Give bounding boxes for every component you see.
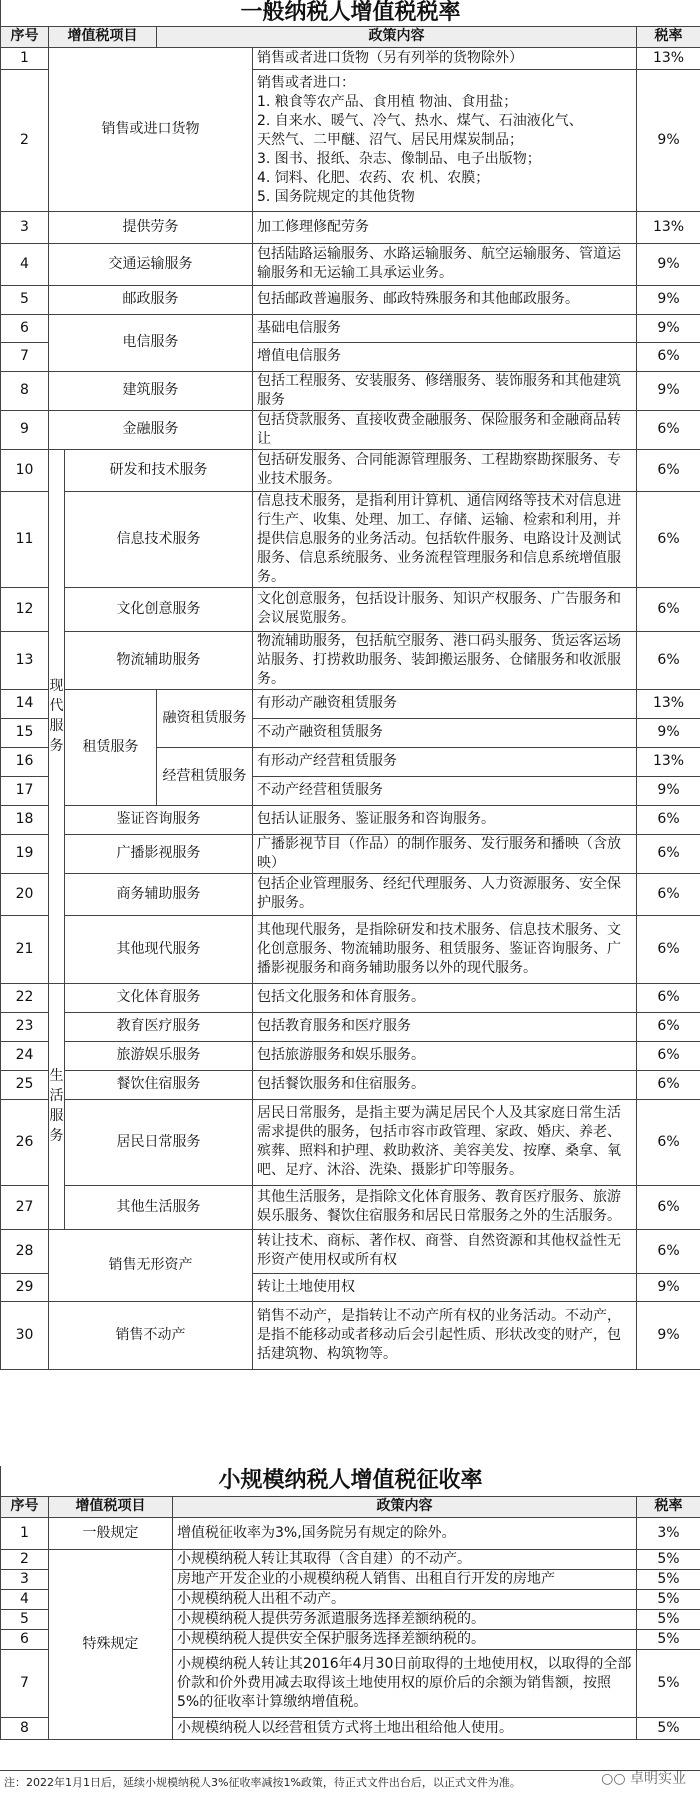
row-no: 2 xyxy=(1,69,49,211)
row-no: 3 xyxy=(1,1569,49,1589)
group-label-modern-services: 现代服务 xyxy=(49,449,65,983)
policy-text: 文化创意服务，包括设计服务、知识产权服务、广告服务和会议展览服务。 xyxy=(253,587,637,631)
policy-text: 包括认证服务、鉴证服务和咨询服务。 xyxy=(253,805,637,834)
row-no: 9 xyxy=(1,410,49,449)
rate-value: 6% xyxy=(637,449,700,491)
policy-text: 广播影视节目（作品）的制作服务、发行服务和播映（含放映） xyxy=(253,834,637,873)
policy-text: 物流辅助服务，包括航空服务、港口码头服务、货运客运场站服务、打捞救助服务、装卸搬运服务、仓储服务和收派服务。 xyxy=(253,631,637,689)
rate-value: 5% xyxy=(637,1569,700,1589)
row-no: 27 xyxy=(1,1185,49,1229)
row-no: 30 xyxy=(1,1301,49,1369)
rate-value: 13% xyxy=(637,689,700,718)
rate-value: 6% xyxy=(637,1185,700,1229)
row-no: 20 xyxy=(1,873,49,915)
rate-value: 6% xyxy=(637,491,700,587)
rate-value: 6% xyxy=(637,1099,700,1185)
row-no: 7 xyxy=(1,1649,49,1717)
rate-value: 13% xyxy=(637,211,700,243)
rate-value: 5% xyxy=(637,1609,700,1629)
policy-text: 小规模纳税人转让其取得（含自建）的不动产。 xyxy=(173,1549,637,1569)
rate-value: 6% xyxy=(637,631,700,689)
rate-value: 9% xyxy=(637,69,700,211)
item-label: 销售或进口货物 xyxy=(49,47,253,211)
row-no: 14 xyxy=(1,689,49,718)
policy-text: 居民日常服务，是指主要为满足居民个人及其家庭日常生活需求提供的服务，包括市容市政管理、家政、婚庆、养老、殡葬、照料和护理、救助救济、美容美发、按摩、桑拿、氧吧、足疗、沐浴、洗染、摄影扩印等服务。 xyxy=(253,1099,637,1185)
item-label: 居民日常服务 xyxy=(65,1099,253,1185)
row-no: 23 xyxy=(1,1012,49,1041)
row-no: 16 xyxy=(1,747,49,776)
row-no: 1 xyxy=(1,1517,49,1549)
item-label: 文化创意服务 xyxy=(65,587,253,631)
col-header-item: 增值税项目 xyxy=(49,1496,173,1517)
rate-value: 9% xyxy=(637,285,700,314)
row-no: 19 xyxy=(1,834,49,873)
small-title: 小规模纳税人增值税征收率 xyxy=(1,1466,700,1496)
rate-value: 6% xyxy=(637,1041,700,1070)
policy-line: 4. 饲料、化肥、农药、农 机、农膜； xyxy=(257,169,632,188)
policy-text: 其他生活服务，是指除文化体育服务、教育医疗服务、旅游娱乐服务、餐饮住宿服务和居民日常服务之外的生活服务。 xyxy=(253,1185,637,1229)
item-label: 文化体育服务 xyxy=(65,983,253,1012)
row-no: 5 xyxy=(1,285,49,314)
col-header-no: 序号 xyxy=(1,1496,49,1517)
policy-text: 包括研发服务、合同能源管理服务、工程勘察勘探服务、专业技术服务。 xyxy=(253,449,637,491)
policy-text: 有形动产经营租赁服务 xyxy=(253,747,637,776)
policy-text: 增值税征收率为3%,国务院另有规定的除外。 xyxy=(173,1517,637,1549)
small-scale-taxpayer-table xyxy=(0,1466,700,1740)
item-label: 一般规定 xyxy=(49,1517,173,1549)
item-label: 销售无形资产 xyxy=(49,1229,253,1301)
row-no: 26 xyxy=(1,1099,49,1185)
policy-line: 天然气、二甲醚、沼气、居民用煤炭制品； xyxy=(257,131,632,150)
policy-text: 不动产经营租赁服务 xyxy=(253,776,637,805)
rate-value: 9% xyxy=(637,1273,700,1301)
row-no: 12 xyxy=(1,587,49,631)
policy-text: 包括教育服务和医疗服务 xyxy=(253,1012,637,1041)
row-no: 5 xyxy=(1,1609,49,1629)
footnote: 注：2022年1月1日后，延续小规模纳税人3%征收率减按1%政策，待正式文件出台后，以正式文件为准。 xyxy=(0,1770,700,1794)
policy-line: 5. 国务院规定的其他货物 xyxy=(257,188,632,207)
row-no: 10 xyxy=(1,449,49,491)
policy-text: 转让土地使用权 xyxy=(253,1273,637,1301)
policy-text: 包括餐饮服务和住宿服务。 xyxy=(253,1070,637,1099)
row-no: 21 xyxy=(1,915,49,983)
col-header-policy: 政策内容 xyxy=(173,1496,637,1517)
rate-value: 5% xyxy=(637,1717,700,1739)
policy-text: 增值电信服务 xyxy=(253,342,637,371)
sub-item-label: 经营租赁服务 xyxy=(157,747,253,805)
item-label: 旅游娱乐服务 xyxy=(65,1041,253,1070)
rate-value: 9% xyxy=(637,371,700,410)
policy-line: 销售或者进口： xyxy=(257,74,632,93)
row-no: 17 xyxy=(1,776,49,805)
policy-text: 小规模纳税人以经营租赁方式将土地出租给他人使用。 xyxy=(173,1717,637,1739)
rate-value: 3% xyxy=(637,1517,700,1549)
policy-text: 包括邮政普遍服务、邮政特殊服务和其他邮政服务。 xyxy=(253,285,637,314)
policy-line: 1. 粮食等农产品、食用植 物油、食用盐； xyxy=(257,93,632,112)
policy-text: 销售或者进口货物（另有列举的货物除外） xyxy=(253,47,637,69)
rate-value: 6% xyxy=(637,587,700,631)
rate-value: 6% xyxy=(637,983,700,1012)
item-label: 邮政服务 xyxy=(49,285,253,314)
policy-text: 转让技术、商标、著作权、商誉、自然资源和其他权益性无形资产使用权或所有权 xyxy=(253,1229,637,1273)
item-label: 金融服务 xyxy=(49,410,253,449)
item-label: 餐饮住宿服务 xyxy=(65,1070,253,1099)
col-header-no: 序号 xyxy=(1,26,49,47)
col-header-rate: 税率 xyxy=(637,26,700,47)
rate-value: 5% xyxy=(637,1589,700,1609)
policy-text: 包括旅游服务和娱乐服务。 xyxy=(253,1041,637,1070)
rate-value: 6% xyxy=(637,1070,700,1099)
col-header-item: 增值税项目 xyxy=(49,26,157,47)
item-label: 建筑服务 xyxy=(49,371,253,410)
row-no: 2 xyxy=(1,1549,49,1569)
sub-item-label: 融资租赁服务 xyxy=(157,689,253,747)
rate-value: 9% xyxy=(637,243,700,285)
rate-value: 6% xyxy=(637,410,700,449)
policy-text: 基础电信服务 xyxy=(253,314,637,342)
item-label: 租赁服务 xyxy=(65,689,157,805)
row-no: 6 xyxy=(1,1629,49,1649)
general-title: 一般纳税人增值税税率 xyxy=(1,0,700,26)
item-label: 研发和技术服务 xyxy=(65,449,253,491)
policy-text: 小规模纳税人出租不动产。 xyxy=(173,1589,637,1609)
rate-value: 9% xyxy=(637,776,700,805)
rate-value: 6% xyxy=(637,873,700,915)
rate-value: 9% xyxy=(637,314,700,342)
policy-text: 包括企业管理服务、经纪代理服务、人力资源服务、安全保护服务。 xyxy=(253,873,637,915)
rate-value: 13% xyxy=(637,747,700,776)
row-no: 25 xyxy=(1,1070,49,1099)
row-no: 4 xyxy=(1,1589,49,1609)
item-label: 鉴证咨询服务 xyxy=(65,805,253,834)
watermark xyxy=(601,1768,686,1788)
item-label: 销售不动产 xyxy=(49,1301,253,1369)
rate-value: 5% xyxy=(637,1629,700,1649)
policy-text: 加工修理修配劳务 xyxy=(253,211,637,243)
policy-text-multiline xyxy=(253,69,637,211)
rate-value: 6% xyxy=(637,915,700,983)
policy-text: 小规模纳税人提供安全保护服务选择差额纳税的。 xyxy=(173,1629,637,1649)
item-label: 物流辅助服务 xyxy=(65,631,253,689)
row-no: 15 xyxy=(1,718,49,747)
row-no: 13 xyxy=(1,631,49,689)
rate-value: 6% xyxy=(637,1012,700,1041)
row-no: 1 xyxy=(1,47,49,69)
item-label: 其他现代服务 xyxy=(65,915,253,983)
rate-value: 5% xyxy=(637,1549,700,1569)
policy-line: 2. 自来水、暖气、冷气、热水、煤气、石油液化气、 xyxy=(257,112,632,131)
row-no: 6 xyxy=(1,314,49,342)
item-label: 提供劳务 xyxy=(49,211,253,243)
item-label: 其他生活服务 xyxy=(65,1185,253,1229)
rate-value: 6% xyxy=(637,834,700,873)
policy-text: 其他现代服务，是指除研发和技术服务、信息技术服务、文化创意服务、物流辅助服务、租赁服务、鉴证咨询服务、广播影视服务和商务辅助服务以外的现代服务。 xyxy=(253,915,637,983)
rate-value: 5% xyxy=(637,1649,700,1717)
wechat-icon: ○○ xyxy=(601,1771,630,1787)
watermark-text: 卓明实业 xyxy=(630,1771,686,1787)
policy-text: 小规模纳税人提供劳务派遣服务选择差额纳税的。 xyxy=(173,1609,637,1629)
item-label: 电信服务 xyxy=(49,314,253,371)
item-label: 教育医疗服务 xyxy=(65,1012,253,1041)
policy-text: 包括陆路运输服务、水路运输服务、航空运输服务、管道运输服务和无运输工具承运业务。 xyxy=(253,243,637,285)
row-no: 11 xyxy=(1,491,49,587)
policy-text: 有形动产融资租赁服务 xyxy=(253,689,637,718)
policy-text: 包括贷款服务、直接收费金融服务、保险服务和金融商品转让 xyxy=(253,410,637,449)
row-no: 18 xyxy=(1,805,49,834)
row-no: 29 xyxy=(1,1273,49,1301)
policy-text: 房地产开发企业的小规模纳税人销售、出租自行开发的房地产 xyxy=(173,1569,637,1589)
row-no: 3 xyxy=(1,211,49,243)
rate-value: 6% xyxy=(637,1229,700,1273)
col-header-policy: 政策内容 xyxy=(157,26,637,47)
group-label-life-services: 生活服务 xyxy=(49,983,65,1229)
row-no: 8 xyxy=(1,371,49,410)
row-no: 24 xyxy=(1,1041,49,1070)
rate-value: 6% xyxy=(637,805,700,834)
col-header-rate: 税率 xyxy=(637,1496,700,1517)
item-label: 信息技术服务 xyxy=(65,491,253,587)
row-no: 7 xyxy=(1,342,49,371)
row-no: 28 xyxy=(1,1229,49,1273)
row-no: 4 xyxy=(1,243,49,285)
item-label: 交通运输服务 xyxy=(49,243,253,285)
rate-value: 9% xyxy=(637,718,700,747)
rate-value: 6% xyxy=(637,342,700,371)
rate-value: 13% xyxy=(637,47,700,69)
row-no: 22 xyxy=(1,983,49,1012)
policy-text: 包括工程服务、安装服务、修缮服务、装饰服务和其他建筑服务 xyxy=(253,371,637,410)
policy-text: 不动产融资租赁服务 xyxy=(253,718,637,747)
item-label: 特殊规定 xyxy=(49,1549,173,1739)
row-no: 8 xyxy=(1,1717,49,1739)
policy-text: 信息技术服务，是指利用计算机、通信网络等技术对信息进行生产、收集、处理、加工、存储、运输、检索和利用，并提供信息服务的业务活动。包括软件服务、电路设计及测试服务、信息系统服务、业务流程管理服务和信息系统增值服务。 xyxy=(253,491,637,587)
rate-value: 9% xyxy=(637,1301,700,1369)
policy-text: 销售不动产，是指转让不动产所有权的业务活动。不动产，是指不能移动或者移动后会引起性质、形状改变的财产，包括建筑物、构筑物等。 xyxy=(253,1301,637,1369)
item-label: 商务辅助服务 xyxy=(65,873,253,915)
policy-line: 3. 图书、报纸、杂志、像制品、电子出版物； xyxy=(257,150,632,169)
item-label: 广播影视服务 xyxy=(65,834,253,873)
policy-text: 包括文化服务和体育服务。 xyxy=(253,983,637,1012)
policy-text: 小规模纳税人转让其2016年4月30日前取得的土地使用权，以取得的全部价款和价外费用减去取得该土地使用权的原价后的余额为销售额，按照5%的征收率计算缴纳增值税。 xyxy=(173,1649,637,1717)
